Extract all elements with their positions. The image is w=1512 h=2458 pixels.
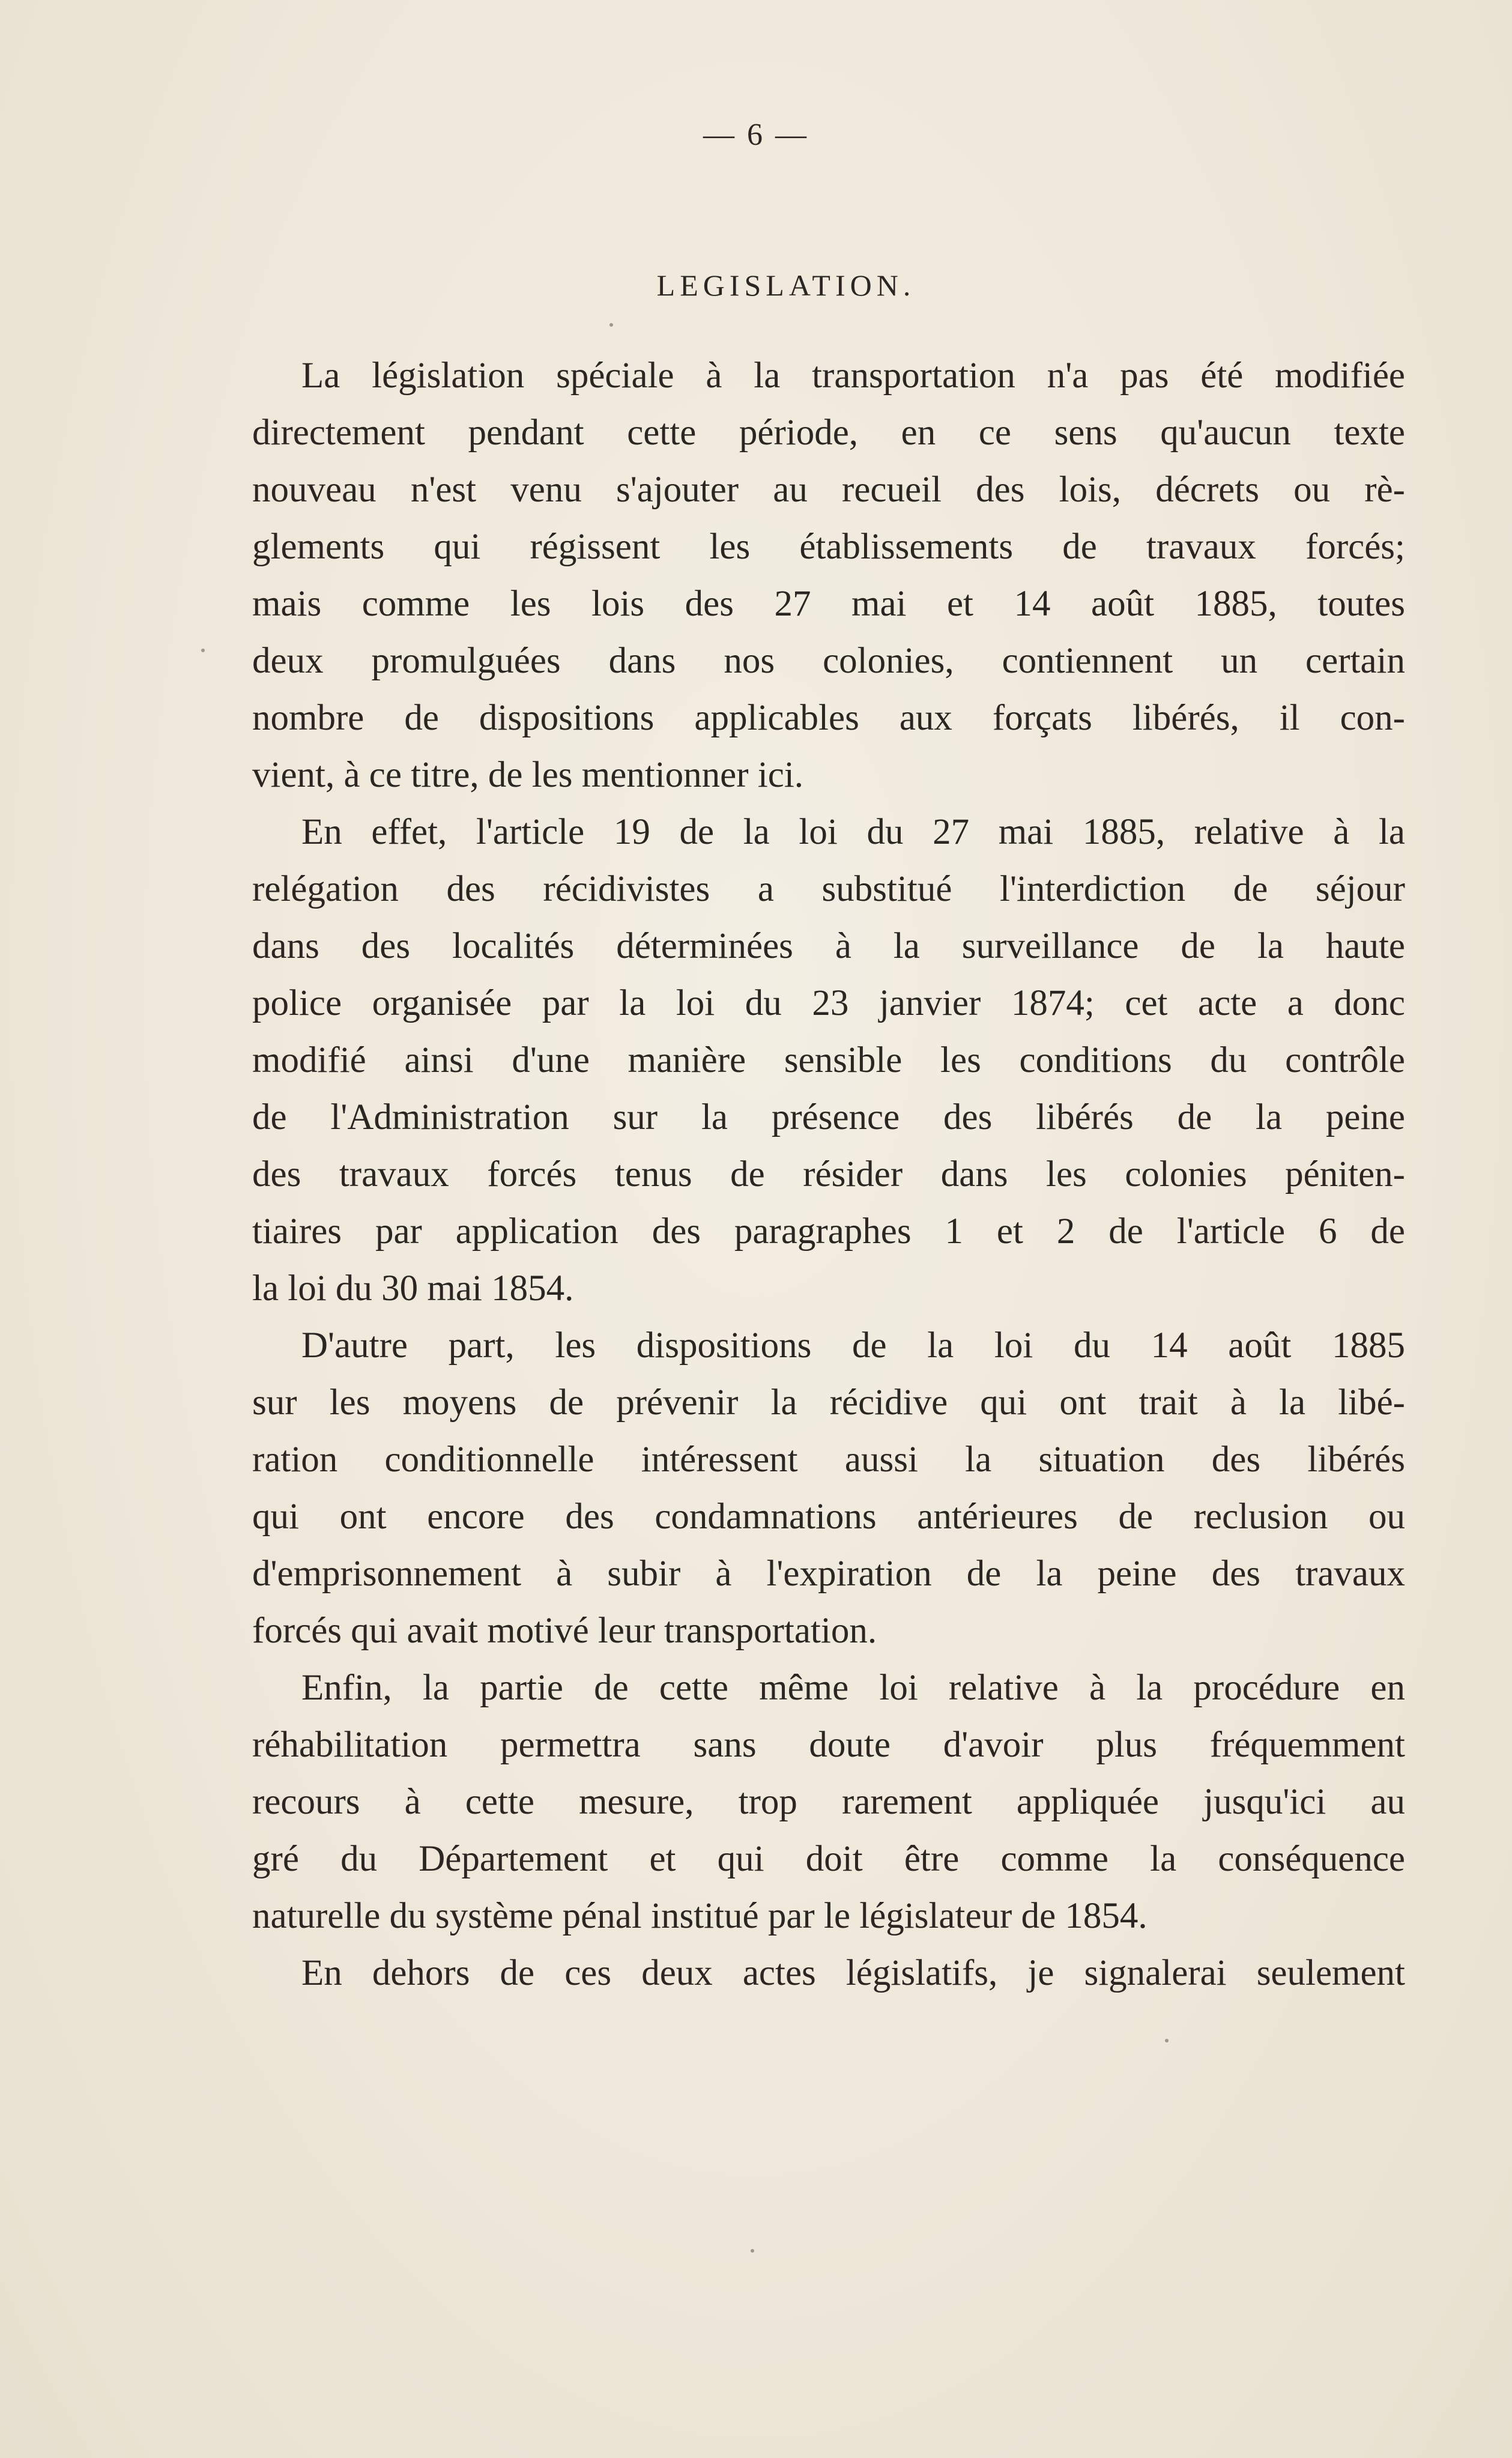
text-line: forcés qui avait motivé leur transportation. bbox=[252, 1611, 877, 1651]
text-line: de l'Administration sur la présence des libérés de la peine bbox=[252, 1097, 1405, 1137]
section-title: LEGISLATION. bbox=[656, 268, 916, 302]
paragraph bbox=[252, 1317, 1405, 1659]
body-text bbox=[252, 347, 1405, 2002]
text-line: qui ont encore des condamnations antérieures de reclusion ou bbox=[252, 1497, 1405, 1537]
text-line: des travaux forcés tenus de résider dans les colonies péniten- bbox=[252, 1154, 1405, 1194]
text-line: mais comme les lois des 27 mai et 14 août 1885, toutes bbox=[252, 584, 1405, 624]
text-line: directement pendant cette période, en ce sens qu'aucun texte bbox=[252, 413, 1405, 453]
text-line: D'autre part, les dispositions de la loi du 14 août 1885 bbox=[301, 1325, 1405, 1366]
text-line: En dehors de ces deux actes législatifs, je signalerai seulement bbox=[301, 1953, 1405, 1993]
print-speck bbox=[1165, 2039, 1169, 2042]
text-line: La législation spéciale à la transportation n'a pas été modifiée bbox=[301, 356, 1405, 396]
text-line: Enfin, la partie de cette même loi relative à la procédure en bbox=[301, 1668, 1405, 1708]
text-line: réhabilitation permettra sans doute d'avoir plus fréquemment bbox=[252, 1725, 1405, 1765]
text-line: sur les moyens de prévenir la récidive qui ont trait à la libé- bbox=[252, 1382, 1405, 1423]
text-line: d'emprisonnement à subir à l'expiration de la peine des travaux bbox=[252, 1554, 1405, 1594]
text-line: nouveau n'est venu s'ajouter au recueil des lois, décrets ou rè- bbox=[252, 470, 1405, 510]
paragraph bbox=[252, 1945, 1405, 2002]
page-number: — 6 — bbox=[703, 118, 809, 152]
print-speck bbox=[201, 649, 205, 652]
print-speck bbox=[751, 2249, 754, 2253]
paragraph bbox=[252, 804, 1405, 1317]
text-line: deux promulguées dans nos colonies, contiennent un certain bbox=[252, 641, 1405, 681]
text-line: dans des localités déterminées à la surveillance de la haute bbox=[252, 926, 1405, 966]
text-line: la loi du 30 mai 1854. bbox=[252, 1268, 574, 1309]
text-line: relégation des récidivistes a substitué l'interdiction de séjour bbox=[252, 869, 1405, 909]
text-line: tiaires par application des paragraphes 1 et 2 de l'article 6 de bbox=[252, 1211, 1405, 1252]
text-line: recours à cette mesure, trop rarement appliquée jusqu'ici au bbox=[252, 1782, 1405, 1822]
paragraph bbox=[252, 347, 1405, 804]
text-line: nombre de dispositions applicables aux forçats libérés, il con- bbox=[252, 698, 1405, 738]
text-line: police organisée par la loi du 23 janvier 1874; cet acte a donc bbox=[252, 983, 1405, 1023]
text-line: En effet, l'article 19 de la loi du 27 mai 1885, relative à la bbox=[301, 812, 1405, 852]
text-line: glements qui régissent les établissements de travaux forcés; bbox=[252, 527, 1405, 567]
text-line: naturelle du système pénal institué par le législateur de 1854. bbox=[252, 1896, 1148, 1936]
text-line: ration conditionnelle intéressent aussi la situation des libérés bbox=[252, 1439, 1405, 1480]
text-line: vient, à ce titre, de les mentionner ici. bbox=[252, 755, 804, 795]
text-line: modifié ainsi d'une manière sensible les conditions du contrôle bbox=[252, 1040, 1405, 1080]
text-line: gré du Département et qui doit être comme la conséquence bbox=[252, 1839, 1405, 1879]
print-speck bbox=[609, 323, 613, 327]
paragraph bbox=[252, 1659, 1405, 1945]
